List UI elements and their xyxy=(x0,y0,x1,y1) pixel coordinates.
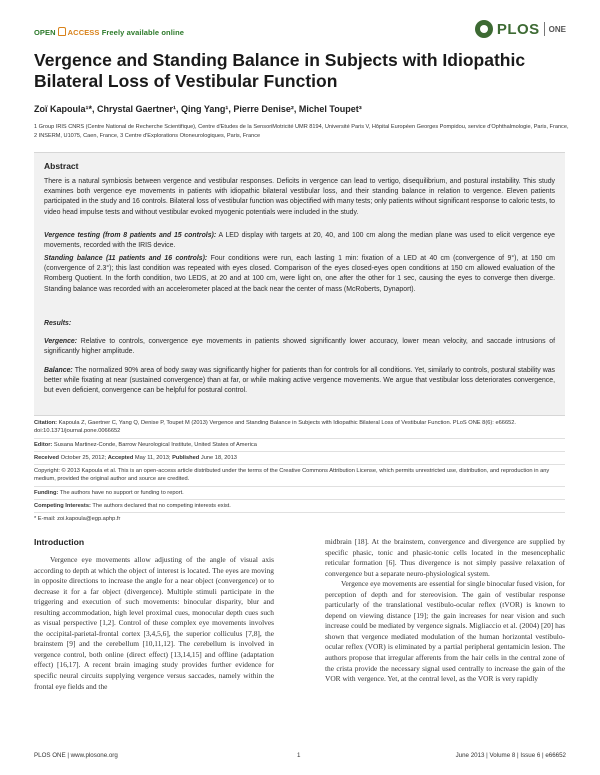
logo-divider xyxy=(544,22,545,36)
open-label: OPEN xyxy=(34,28,56,37)
citation-text: Kapoula Z, Gaertner C, Yang Q, Denise P, Toupet M (2013) Vergence and Standing Balance in Subjects with Idiopathic Bilateral Loss of Vestibular Function. PLoS ONE 8(6): e66652. doi:10.1371/journal.pone.0066652 xyxy=(34,420,517,435)
article-title: Vergence and Standing Balance in Subjects with Idiopathic Bilateral Loss of Vestibular Function xyxy=(34,50,526,91)
abstract-heading: Abstract xyxy=(44,161,79,171)
abstract-paragraph-background: There is a natural symbiosis between vergence and vestibular responses. Deficits in vergence can lead to vertigo, disequilibrium, and postural instability. This study examines both vergence eye movements in patients with idiopathic bilateral vestibular loss, and their standing balance in relation to vergence. Eleven patients participated in the study and 16 controls. Bilateral loss of vestibular function was objectified with many tests; only patients without significant response to caloric tests, to video head impulse tests and without vestibular evoked myogenic potentials were included in the study. xyxy=(44,178,555,216)
introduction-heading: Introduction xyxy=(34,537,85,547)
abstract-paragraph-standing-balance xyxy=(44,254,555,295)
received-label: Received xyxy=(34,455,59,461)
email-line[interactable]: * E-mail: zoi.kapoula@egp.aphp.fr xyxy=(34,516,121,522)
footer-issue-info: June 2013 | Volume 8 | Issue 6 | e66652 xyxy=(455,752,566,759)
published-text: June 18, 2013 xyxy=(199,455,237,461)
divider xyxy=(34,438,565,439)
abstract-text-balance: Four conditions were run, each lasting 1 min: fixation of a LED at 40 cm (convergence of 9°), at 150 cm (convergence of 2.3°); this last condition was repeated with eyes closed. Comparison of the eyes closed-eyes open conditions at 150 cm allowed evaluation of the Romberg Quotient. In the forth condition, two LEDS, at 20 and at 100 cm, were light on, one after the other for 1 sec, causing the eyes to converge then diverge. Standing balance was recorded with an accelerometer placed at the back near the center of mass (McRoberts, Dynaport). xyxy=(44,255,555,293)
open-access-lock-icon xyxy=(58,27,66,36)
published-label: Published xyxy=(172,455,200,461)
accepted-text: May 11, 2013; xyxy=(133,455,173,461)
competing-text: The authors declared that no competing interests exist. xyxy=(90,503,231,509)
abstract-lead-vergence-result: Vergence: xyxy=(44,338,78,345)
journal-logo-suffix: ONE xyxy=(548,24,566,34)
dates-line xyxy=(34,454,565,462)
abstract-results-heading: Results: xyxy=(44,320,72,327)
author-list: Zoï Kapoula¹*, Chrystal Gaertner¹, Qing Yang¹, Pierre Denise², Michel Toupet³ xyxy=(34,104,362,114)
abstract-box xyxy=(34,152,565,416)
journal-logo xyxy=(475,20,566,38)
divider xyxy=(34,499,565,500)
editor-line xyxy=(34,441,565,449)
divider xyxy=(34,451,565,452)
funding-text: The authors have no support or funding to report. xyxy=(58,490,184,496)
divider xyxy=(34,464,565,465)
competing-label: Competing Interests: xyxy=(34,503,91,509)
access-label: ACCESS xyxy=(67,28,100,37)
citation-line xyxy=(34,419,565,436)
received-text: October 25, 2012; xyxy=(58,455,108,461)
citation-label: Citation: xyxy=(34,420,58,426)
abstract-lead-balance: Standing balance (11 patients and 16 controls): xyxy=(44,255,208,262)
affiliations: 1 Group IRIS CNRS (Centre National de Recherche Scientifique), Centre d'Etudes de la SensoriMotricité UMR 8194, Université Paris V, Hôpital Européen Georges Pompidou, service d'Ophthalmologie, Paris, France, 2 INSERM, U1075, Caen, France, 3 Centre d'Explorations Otoneurologiques, Paris, France xyxy=(34,124,569,139)
copyright-line: Copyright: © 2013 Kapoula et al. This is an open-access article distributed under the terms of the Creative Commons Attribution License, which permits unrestricted use, distribution, and reproduction in any medium, provided the original author and source are credited. xyxy=(34,468,550,483)
editor-text: Susana Martinez-Conde, Barrow Neurological Institute, United States of America xyxy=(52,442,257,448)
competing-interests-line xyxy=(34,502,565,510)
abstract-paragraph-balance-results xyxy=(44,366,555,397)
page-number: 1 xyxy=(297,752,301,759)
introduction-paragraph: midbrain [18]. At the brainstem, convergence and divergence are supplied by specific phasic, tonic and phasic-tonic cells located in the mesencephalic reticular formation [6]. Thus divergence is not simply passive relaxation of convergence but a separate neuro-physiological system. xyxy=(325,537,565,578)
abstract-lead-balance-result: Balance: xyxy=(44,367,73,374)
open-access-banner xyxy=(34,27,184,37)
divider xyxy=(34,512,565,513)
introduction-right-column xyxy=(325,537,565,685)
freely-available-label: Freely available online xyxy=(101,28,185,37)
funding-line xyxy=(34,489,565,497)
plos-logo-icon xyxy=(475,20,493,38)
abstract-lead-vergence: Vergence testing (from 8 patients and 15 controls): xyxy=(44,232,217,239)
journal-logo-word: PLOS xyxy=(496,20,540,38)
accepted-label: Accepted xyxy=(107,455,134,461)
abstract-text-vergence: A LED display with targets at 20, 40, and 100 cm along the median plane was used to elicit vergence eye movements, recorded with the IRIS device. xyxy=(44,232,555,250)
introduction-paragraph: Vergence eye movements are essential for single binocular fused vision, for perception of depth and for stereovision. The gain of vestibular response particularly of the translational vestibulo-ocular reflex (tVOR) is known to depend on viewing distance [19]; the gain increases for near vision and such increase could be mediated by vergence signals. Migliaccio et al. (2004) [20] has shown that vergence mediated modulation of the human horizontal vestibulo-ocular reflex (VOR) is eliminated by a partial peripheral gentamicin lesion. The authors propose that irregular afferents from the hair cells in the central zone of the crista provide the necessary signal used centrally to increase the gain of the VOR with vergence. Yet, at the central level, as the VOR is very rapidly xyxy=(325,579,565,684)
introduction-paragraph: Vergence eye movements allow adjusting of the angle of visual axis according to depth at which the object of interest is located. The eyes are moving in opposite directions to increase the angle for a near object (convergence) or to decrease it for a far object (divergence). Multiple stimuli participate in the triggering and execution of such movements: binocular disparity, blur and resulting accommodation, high level proximal cues, monocular depth cues such as visual perspective [1,2]. Control of these complex eye movements involves the occipital-parietal-frontal cortex [3,4,5,6], the superior colliculus [7,8], the brainstem [9] and the cerebellum [10,11,12]. The cerebellum is involved in vergence control, both online (direct effect) [13,14,15] and offline (adaptation effect) [16,17]. A recent brain imaging study provides further evidence for specific neural circuits supplying vergence versus saccades, namely within the frontal eye fields and the xyxy=(34,555,274,691)
divider xyxy=(34,486,565,487)
funding-label: Funding: xyxy=(34,490,59,496)
abstract-paragraph-vergence-testing xyxy=(44,231,555,251)
introduction-left-column xyxy=(34,555,274,692)
abstract-text-vergence-result: Relative to controls, convergence eye movements in patients showed significantly lower accuracy, lower mean velocity, and saccade intrusions of significantly higher amplitude. xyxy=(44,338,555,356)
footer-journal[interactable]: PLOS ONE | www.plosone.org xyxy=(34,752,118,759)
abstract-paragraph-vergence-results xyxy=(44,337,555,357)
abstract-text-balance-result: The normalized 90% area of body sway was significantly higher for patients than for controls for all conditions. Yet, similarly to controls, postural stability was better while fixating at near (sustained convergence) than at far, or while making active vergence movements. We argue that vestibular loss deteriorates convergence, but even deficient, convergence can be helpful for postural control. xyxy=(44,367,555,395)
editor-label: Editor: xyxy=(34,442,53,448)
